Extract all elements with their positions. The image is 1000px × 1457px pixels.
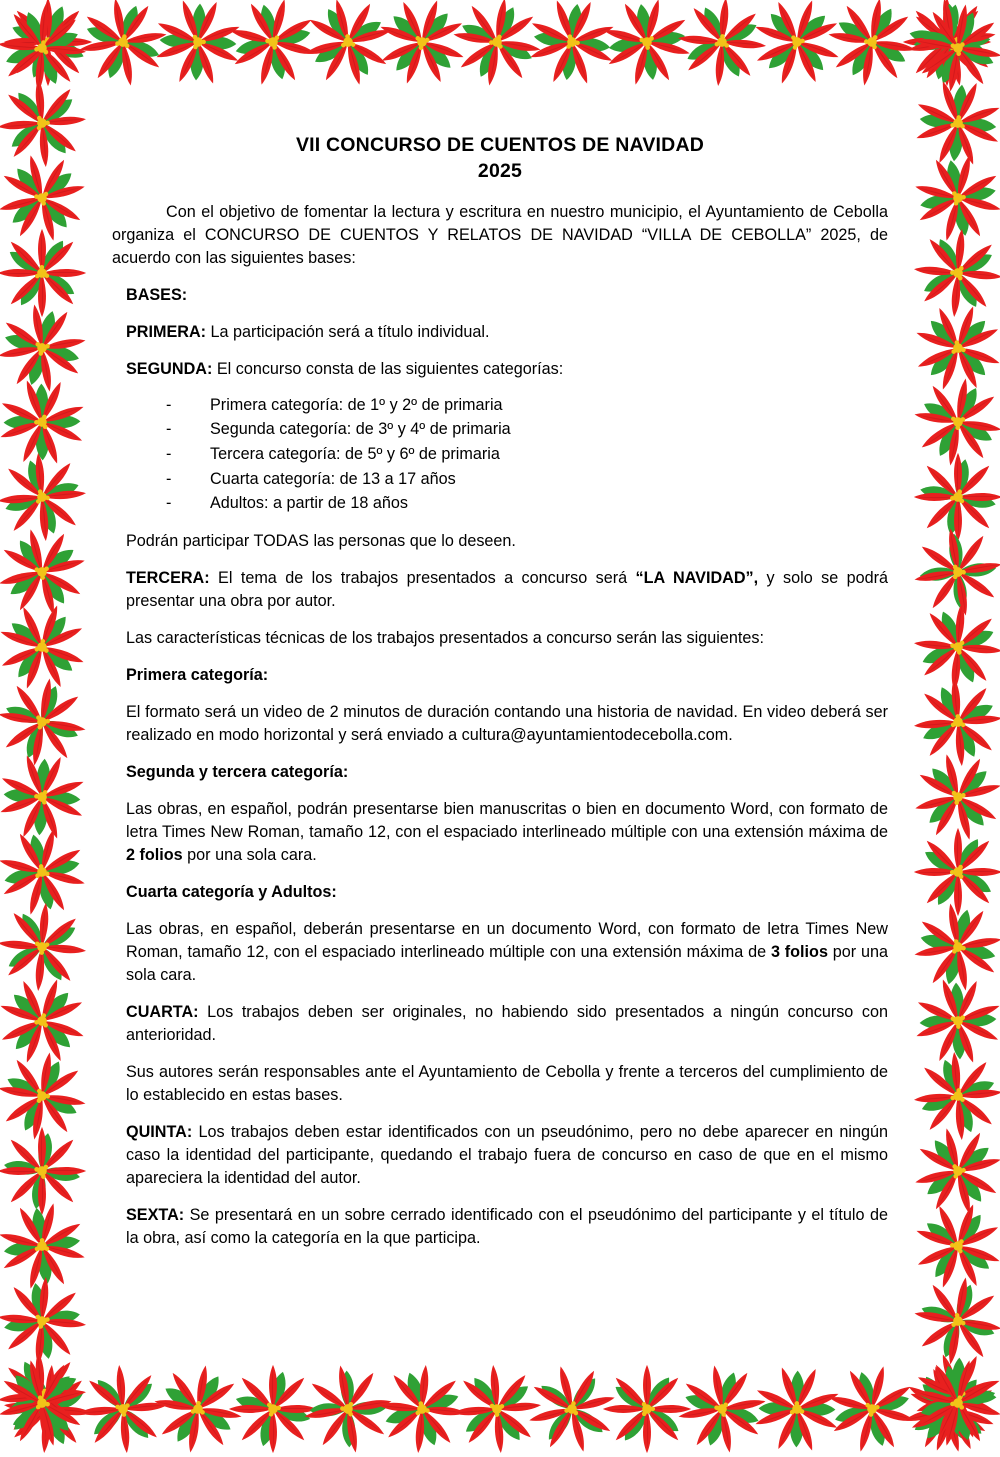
poinsettia-icon (300, 0, 396, 90)
primera-paragraph (112, 321, 888, 344)
page-title (112, 132, 888, 185)
poinsettia-icon (910, 449, 1000, 545)
cat4-heading: Cuarta categoría y Adultos: (126, 882, 337, 901)
quinta-text: Los trabajos deben estar identificados con un pseudónimo, pero no debe aparecer en ningún caso la identidad del participante, quedando el trabajo fuera de concurso en caso de que en el mismo apareciera la identidad del autor. (126, 1122, 888, 1187)
poinsettia-icon (674, 1361, 770, 1457)
cat23-text-2: por una sola cara. (182, 845, 317, 864)
cat1-heading: Primera categoría: (126, 665, 269, 684)
poinsettia-icon (910, 674, 1000, 770)
poinsettia-icon (904, 1361, 1000, 1457)
sexta-label: SEXTA: (126, 1205, 185, 1224)
primera-text: La participación será a título individual. (206, 322, 490, 341)
segunda-label: SEGUNDA: (126, 359, 213, 378)
quinta-paragraph (112, 1121, 888, 1190)
sexta-text: Se presentará en un sobre cerrado identificado con el pseudónimo del participante y el título de la obra, así como la categoría en la que participa. (126, 1205, 888, 1247)
category-label: Cuarta categoría: de 13 a 17 años (210, 469, 456, 488)
poinsettia-icon (0, 150, 90, 246)
poinsettia-icon (910, 973, 1000, 1069)
category-label: Segunda categoría: de 3º y 4º de primaria (210, 420, 511, 439)
poinsettia-icon (0, 374, 90, 470)
poinsettia-icon (0, 225, 90, 321)
cat1-paragraph: El formato será un video de 2 minutos de duración contando una historia de navidad. En video deberá ser realizado en modo horizontal y será enviado a cultura@ayuntamientodecebolla.com. (126, 702, 888, 744)
poinsettia-icon (0, 449, 90, 545)
poinsettia-icon (150, 1361, 246, 1457)
poinsettia-icon (904, 0, 1000, 90)
poinsettia-icon (910, 0, 1000, 96)
poinsettia-icon (225, 0, 321, 90)
tercera-label: TERCERA: (126, 568, 210, 587)
poinsettia-icon (899, 1361, 995, 1457)
segunda-paragraph (112, 358, 888, 381)
tech-intro-paragraph: Las características técnicas de los trabajos presentados a concurso serán las siguientes: (126, 628, 764, 647)
cat4-bold: 3 folios (770, 942, 828, 961)
poinsettia-icon (910, 1273, 1000, 1369)
quinta-label: QUINTA: (126, 1122, 193, 1141)
poinsettia-icon (0, 824, 90, 920)
intro-paragraph: Con el objetivo de fomentar la lectura y escritura en nuestro municipio, el Ayuntamiento de Cebolla organiza el CONCURSO DE CUENTOS Y RELATOS DE NAVIDAD “VILLA DE CEBOLLA” 2025, de acuerdo con las siguientes bases: (112, 202, 888, 267)
poinsettia-icon (374, 0, 470, 90)
poinsettia-icon (0, 1348, 90, 1444)
cat23-heading: Segunda y tercera categoría: (126, 762, 349, 781)
poinsettia-icon (0, 899, 90, 995)
title-year: 2025 (477, 160, 523, 183)
sexta-paragraph (112, 1204, 888, 1250)
category-label: Adultos: a partir de 18 años (210, 494, 408, 513)
poinsettia-icon (910, 824, 1000, 920)
category-label: Primera categoría: de 1º y 2º de primaria (210, 395, 503, 414)
poinsettia-icon (75, 0, 171, 90)
poinsettia-icon (0, 599, 90, 695)
poinsettia-icon (449, 0, 545, 90)
poinsettia-icon (300, 1361, 396, 1457)
poinsettia-icon (524, 0, 620, 90)
poinsettia-icon (0, 300, 90, 396)
poinsettia-icon (0, 1198, 90, 1294)
poinsettia-icon (910, 899, 1000, 995)
poinsettia-icon (0, 0, 90, 96)
poinsettia-icon (910, 75, 1000, 171)
poinsettia-icon (674, 0, 770, 90)
poinsettia-icon (0, 75, 90, 171)
tercera-text-2: y solo se podrá presentar una obra por autor. (126, 568, 889, 610)
list-item (166, 467, 888, 492)
poinsettia-icon (0, 1355, 90, 1451)
poinsettia-icon (0, 0, 96, 90)
poinsettia-icon (910, 749, 1000, 845)
poinsettia-icon (910, 150, 1000, 246)
poinsettia-icon (225, 1361, 321, 1457)
poinsettia-icon (910, 374, 1000, 470)
poinsettia-icon (0, 749, 90, 845)
poinsettia-icon (910, 1123, 1000, 1219)
poinsettia-icon (824, 0, 920, 90)
poinsettia-icon (0, 1123, 90, 1219)
poinsettia-icon (910, 524, 1000, 620)
list-item (166, 393, 888, 418)
poinsettia-icon (910, 1048, 1000, 1144)
cat23-text-1: Las obras, en español, podrán presentarse bien manuscritas o bien en documento Word, con formato de letra Times New Roman, tamaño 12, con el espaciado interlineado múltiple con una extensión máxima de (126, 799, 888, 841)
primera-label: PRIMERA: (126, 322, 207, 341)
tercera-paragraph (112, 567, 888, 613)
category-label: Tercera categoría: de 5º y 6º de primaria (210, 444, 500, 463)
participation-note: Podrán participar TODAS las personas que lo deseen. (126, 531, 516, 550)
poinsettia-icon (899, 0, 995, 90)
poinsettia-icon (910, 599, 1000, 695)
categories-list (112, 393, 888, 516)
cat4-paragraph (112, 918, 888, 987)
poinsettia-icon (910, 300, 1000, 396)
document-content (96, 96, 904, 1355)
segunda-text: El concurso consta de las siguientes categorías: (212, 359, 564, 378)
list-item (166, 417, 888, 442)
poinsettia-icon (0, 524, 90, 620)
tercera-bold: “LA NAVIDAD”, (635, 568, 759, 587)
poinsettia-icon (150, 0, 246, 90)
poinsettia-icon (749, 0, 845, 90)
poinsettia-icon (910, 1348, 1000, 1444)
poinsettia-icon (910, 1355, 1000, 1451)
cat4-text-1: Las obras, en español, deberán presentarse en un documento Word, con formato de letra Times New Roman, tamaño 12, con el espaciado interlineado múltiple con una extensión máxima de (126, 919, 888, 961)
poinsettia-icon (75, 1361, 171, 1457)
tercera-text-1: El tema de los trabajos presentados a concurso será (209, 568, 636, 587)
cuarta-paragraph (112, 1001, 888, 1047)
cuarta-label: CUARTA: (126, 1002, 199, 1021)
poinsettia-icon (599, 1361, 695, 1457)
poinsettia-icon (0, 1048, 90, 1144)
poinsettia-icon (0, 973, 90, 1069)
cat4-text-2: por una sola cara. (126, 942, 889, 984)
bases-heading: BASES: (126, 285, 188, 304)
poinsettia-icon (0, 674, 90, 770)
list-item (166, 491, 888, 516)
cat23-bold: 2 folios (126, 845, 183, 864)
poinsettia-icon (824, 1361, 920, 1457)
list-item (166, 442, 888, 467)
poinsettia-icon (524, 1361, 620, 1457)
poinsettia-icon (0, 1361, 96, 1457)
poinsettia-icon (599, 0, 695, 90)
poinsettia-icon (910, 1198, 1000, 1294)
title-line1: VII CONCURSO DE CUENTOS DE NAVIDAD (295, 134, 705, 156)
poinsettia-icon (449, 1361, 545, 1457)
cat23-paragraph (112, 798, 888, 867)
poinsettia-icon (910, 225, 1000, 321)
cuarta-text: Los trabajos deben ser originales, no habiendo sido presentados a ningún concurso con anterioridad. (126, 1002, 888, 1044)
poinsettia-icon (0, 1273, 90, 1369)
poinsettia-icon (749, 1361, 845, 1457)
poinsettia-icon (374, 1361, 470, 1457)
responsables-paragraph: Sus autores serán responsables ante el Ayuntamiento de Cebolla y frente a terceros del cumplimiento de lo establecido en estas bases. (126, 1062, 888, 1104)
